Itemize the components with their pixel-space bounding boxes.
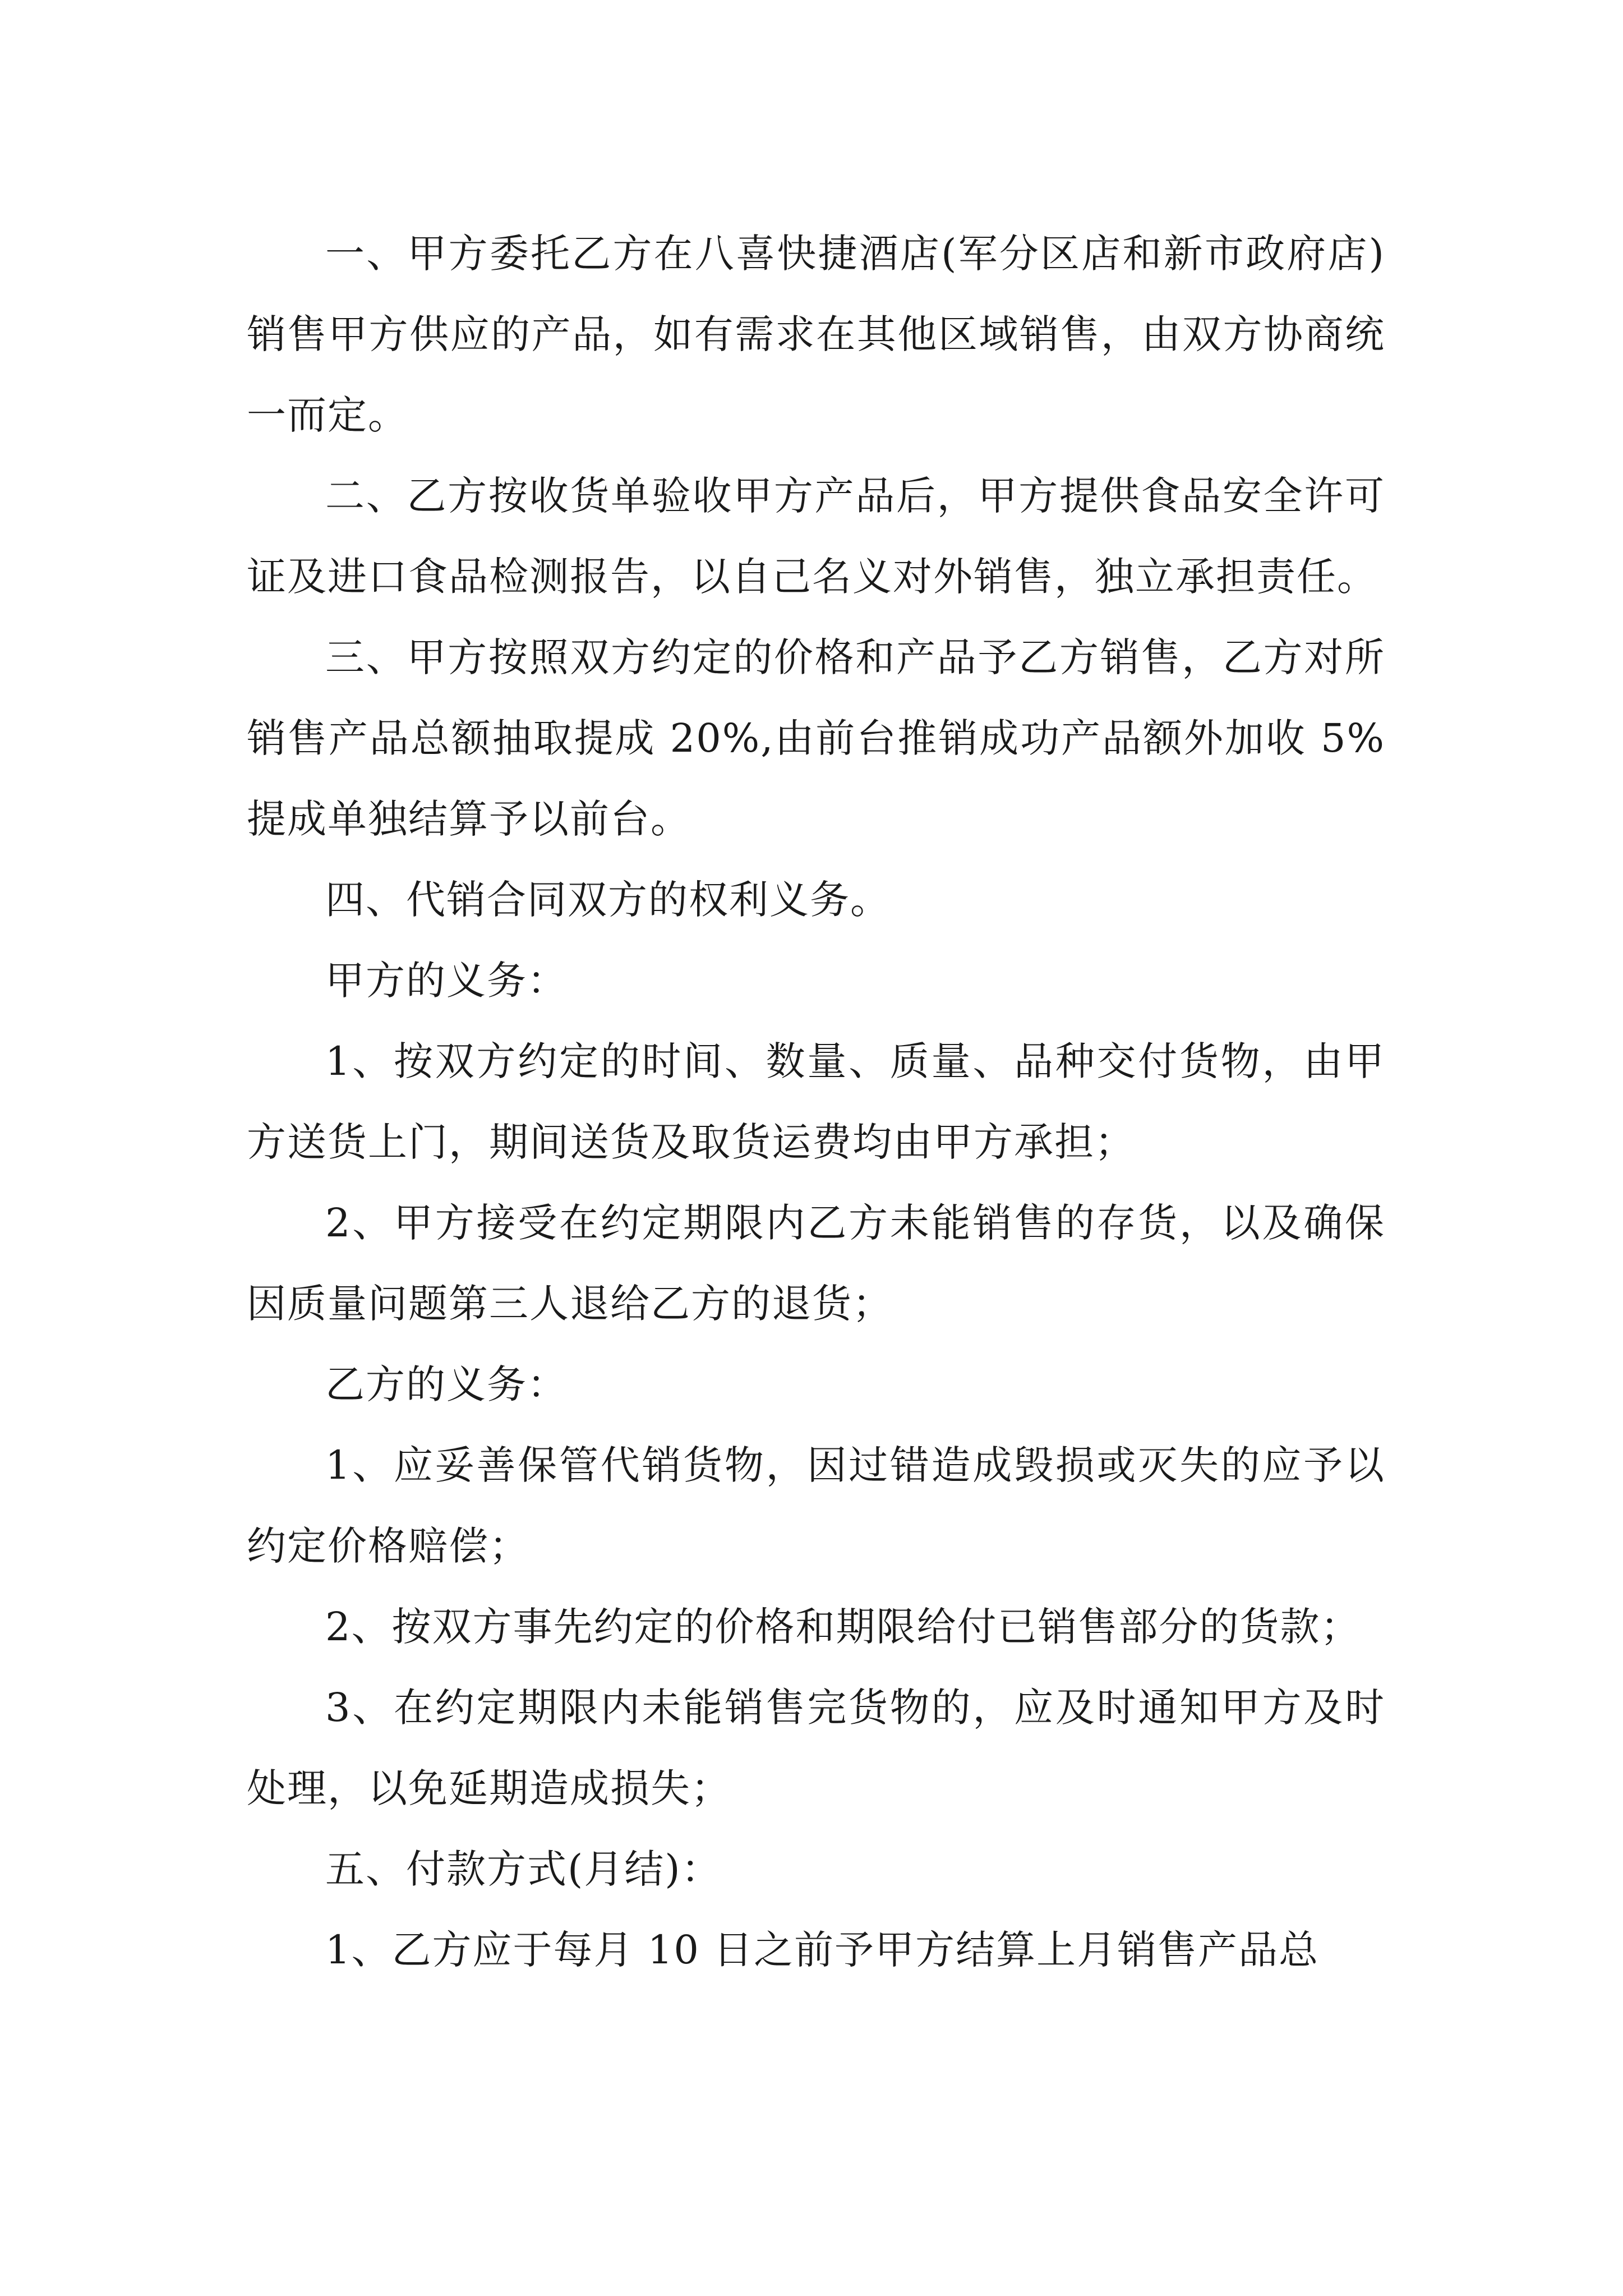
party-b-obligation-1: 1、应妥善保管代销货物，因过错造成毁损或灭失的应予以约定价格赔偿； (247, 1442, 1385, 1569)
party-a-obligation-2: 2、甲方接受在约定期限内乙方未能销售的存货，以及确保因质量问题第三人退给乙方的退货； (247, 1200, 1385, 1327)
party-b-obligation-3: 3、在约定期限内未能销售完货物的，应及时通知甲方及时处理，以免延期造成损失； (247, 1685, 1385, 1811)
party-b-obligations-heading: 乙方的义务： (325, 1361, 568, 1407)
payment-item-1: 1、乙方应于每月 10 日之前予甲方结算上月销售产品总 (325, 1927, 1320, 1973)
party-a-obligation-1: 1、按双方约定的时间、数量、质量、品种交付货物，由甲方送货上门，期间送货及取货运费均由甲方承担； (247, 1038, 1385, 1165)
party-a-obligations-heading: 甲方的义务： (325, 958, 568, 1004)
document-body (247, 213, 1385, 1990)
party-b-obligation-2: 2、按双方事先约定的价格和期限给付已销售部分的货款； (325, 1604, 1361, 1650)
clause-3-paragraph: 三、甲方按照双方约定的价格和产品予乙方销售，乙方对所销售产品总额抽取提成 20%,由前台推销成功产品额外加收 5%提成单独结算予以前台。 (247, 634, 1385, 842)
clause-2-paragraph: 二、乙方按收货单验收甲方产品后，甲方提供食品安全许可证及进口食品检测报告，以自己名义对外销售，独立承担责任。 (247, 473, 1385, 600)
clause-5-heading: 五、付款方式(月结)： (325, 1846, 722, 1892)
clause-1-paragraph: 一、甲方委托乙方在八喜快捷酒店(军分区店和新市政府店)销售甲方供应的产品，如有需求在其他区域销售，由双方协商统一而定。 (247, 231, 1385, 438)
clause-4-heading: 四、代销合同双方的权利义务。 (325, 877, 891, 923)
